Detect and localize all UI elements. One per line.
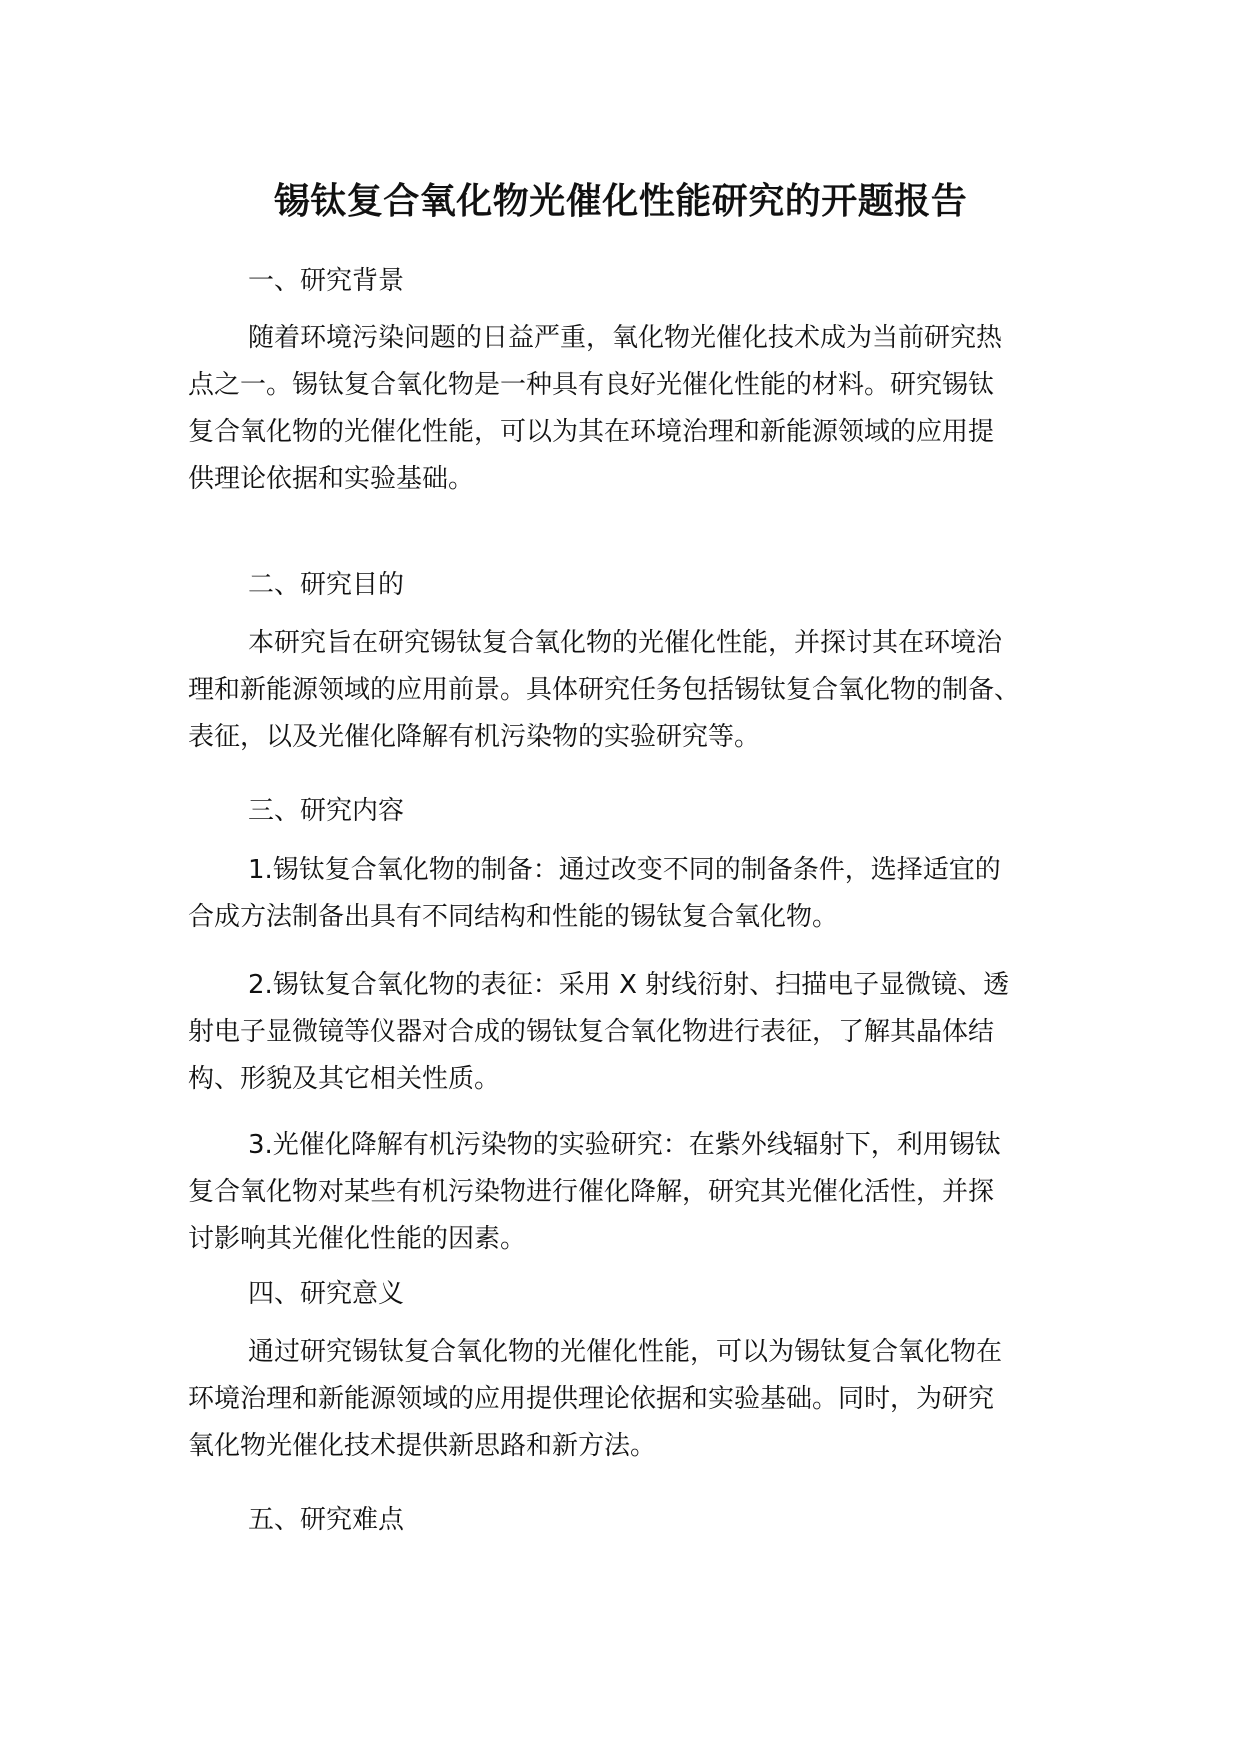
section-heading-difficulties: 五、研究难点 <box>248 1505 405 1535</box>
paragraph-line: 复合氧化物的光催化性能，可以为其在环境治理和新能源领域的应用提 <box>188 417 995 447</box>
paragraph-line: 随着环境污染问题的日益严重，氧化物光催化技术成为当前研究热 <box>248 323 1003 353</box>
paragraph-line: 理和新能源领域的应用前景。具体研究任务包括锡钛复合氧化物的制备、 <box>188 675 1021 705</box>
section-heading-content: 三、研究内容 <box>248 796 405 826</box>
document-title: 锡钛复合氧化物光催化性能研究的开题报告 <box>273 181 968 222</box>
paragraph-content-item-3 <box>188 1122 1068 1263</box>
paragraph-line: 点之一。锡钛复合氧化物是一种具有良好光催化性能的材料。研究锡钛 <box>188 370 995 400</box>
paragraph-purpose <box>188 620 1068 761</box>
paragraph-content-item-2 <box>188 962 1068 1103</box>
paragraph-line: 1.锡钛复合氧化物的制备：通过改变不同的制备条件，选择适宜的 <box>248 855 1001 885</box>
paragraph-line: 讨影响其光催化性能的因素。 <box>188 1224 527 1254</box>
paragraph-line: 复合氧化物对某些有机污染物进行催化降解，研究其光催化活性，并探 <box>188 1177 995 1207</box>
paragraph-line: 本研究旨在研究锡钛复合氧化物的光催化性能，并探讨其在环境治 <box>248 628 1003 658</box>
paragraph-line: 通过研究锡钛复合氧化物的光催化性能，可以为锡钛复合氧化物在 <box>248 1337 1003 1367</box>
paragraph-line: 表征，以及光催化降解有机污染物的实验研究等。 <box>188 722 761 752</box>
paragraph-content-item-1 <box>188 847 1068 941</box>
section-heading-purpose: 二、研究目的 <box>248 570 405 600</box>
paragraph-line: 合成方法制备出具有不同结构和性能的锡钛复合氧化物。 <box>188 902 839 932</box>
paragraph-line: 构、形貌及其它相关性质。 <box>188 1064 501 1094</box>
section-heading-significance: 四、研究意义 <box>248 1279 405 1309</box>
paragraph-line: 2.锡钛复合氧化物的表征：采用 X 射线衍射、扫描电子显微镜、透 <box>248 970 1010 1000</box>
paragraph-line: 供理论依据和实验基础。 <box>188 464 475 494</box>
paragraph-line: 环境治理和新能源领域的应用提供理论依据和实验基础。同时，为研究 <box>188 1384 995 1414</box>
section-heading-background: 一、研究背景 <box>248 266 405 296</box>
paragraph-significance <box>188 1329 1068 1470</box>
paragraph-line: 氧化物光催化技术提供新思路和新方法。 <box>188 1431 657 1461</box>
paragraph-background <box>188 315 1068 503</box>
paragraph-line: 射电子显微镜等仪器对合成的锡钛复合氧化物进行表征，了解其晶体结 <box>188 1017 995 1047</box>
paragraph-line: 3.光催化降解有机污染物的实验研究：在紫外线辐射下，利用锡钛 <box>248 1130 1001 1160</box>
